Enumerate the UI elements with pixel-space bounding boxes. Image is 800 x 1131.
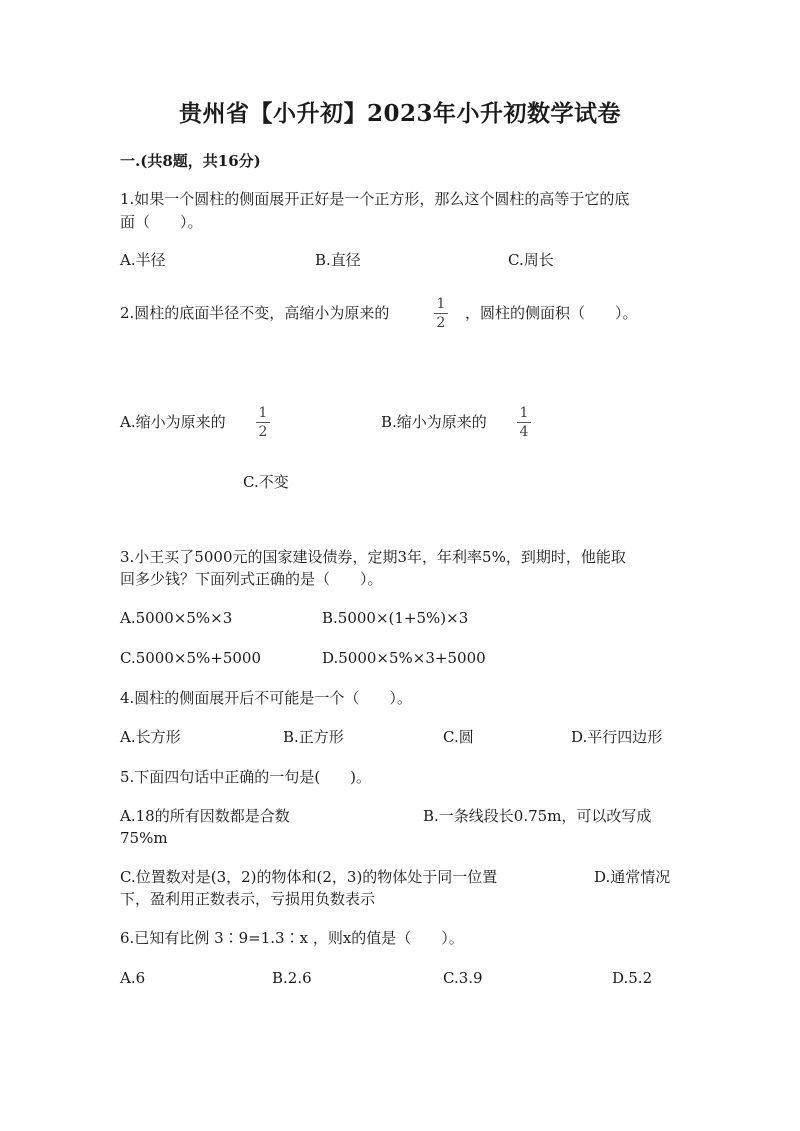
fraction-denominator: 4: [519, 424, 529, 440]
q4-option-a: A.长方形: [120, 728, 181, 746]
q3-option-d: D.5000×5%×3+5000: [322, 649, 486, 667]
q2-option-b: B.缩小为原来的: [381, 413, 487, 431]
q1-option-a: A.半径: [120, 251, 166, 269]
q1-stem-line2: 面（ ）。: [120, 213, 203, 231]
q4-option-d: D.平行四边形: [571, 728, 663, 746]
q5-option-c: C.位置数对是(3，2)的物体和(2，3)的物体处于同一位置: [120, 868, 498, 886]
q5-stem: 5.下面四句话中正确的一句是( )。: [120, 768, 372, 786]
q1-stem-line1: 1.如果一个圆柱的侧面展开正好是一个正方形，那么这个圆柱的高等于它的底: [120, 190, 630, 208]
q6-option-c: C.3.9: [443, 969, 483, 987]
q5-option-b: B.一条线段长0.75m，可以改写成: [423, 807, 652, 825]
q2-stem-start: 2.圆柱的底面半径不变，高缩小为原来的: [120, 304, 390, 322]
fraction-numerator: 1: [519, 405, 529, 421]
q1-option-c: C.周长: [508, 251, 554, 269]
q5-option-b-continued: 75%m: [120, 829, 168, 847]
q6-option-d: D.5.2: [612, 969, 653, 987]
fraction-numerator: 1: [436, 296, 446, 312]
q5-option-d-continued: 下，盈利用正数表示，亏损用负数表示: [120, 890, 376, 908]
fraction-denominator: 2: [436, 315, 446, 331]
q3-stem-line1: 3.小王买了5000元的国家建设债券，定期3年，年利率5%，到期时，他能取: [120, 548, 626, 566]
q2-option-a: A.缩小为原来的: [120, 413, 226, 431]
q3-option-a: A.5000×5%×3: [120, 609, 233, 627]
q4-option-b: B.正方形: [283, 728, 344, 746]
q3-option-c: C.5000×5%+5000: [120, 649, 261, 667]
q3-option-b: B.5000×(1+5%)×3: [322, 609, 469, 627]
q1-option-b: B.直径: [315, 251, 361, 269]
q3-stem-line2: 回多少钱？下面列式正确的是（ ）。: [120, 570, 383, 588]
q6-stem: 6.已知有比例 3∶9=1.3∶x ，则x的值是（ ）。: [120, 929, 464, 947]
fraction-bar: [434, 313, 448, 314]
page-title: 贵州省【小升初】2023年小升初数学试卷: [178, 100, 621, 127]
q5-option-a: A.18的所有因数都是合数: [120, 807, 290, 825]
q2-option-a-fraction: [256, 405, 270, 440]
fraction-bar: [256, 422, 270, 423]
q2-stem-fraction: [434, 296, 448, 331]
q5-option-d: D.通常情况: [594, 868, 671, 886]
fraction-numerator: 1: [258, 405, 268, 421]
q4-stem: 4.圆柱的侧面展开后不可能是一个（ ）。: [120, 689, 412, 707]
section-heading: 一.(共8题，共16分): [120, 152, 261, 170]
q2-option-b-fraction: [517, 405, 531, 440]
q2-stem-end: ，圆柱的侧面积（ ）。: [465, 304, 638, 322]
q6-option-b: B.2.6: [272, 969, 312, 987]
q4-option-c: C.圆: [443, 728, 474, 746]
q2-option-c: C.不变: [243, 473, 289, 491]
q6-option-a: A.6: [120, 969, 146, 987]
fraction-bar: [517, 422, 531, 423]
fraction-denominator: 2: [258, 424, 268, 440]
